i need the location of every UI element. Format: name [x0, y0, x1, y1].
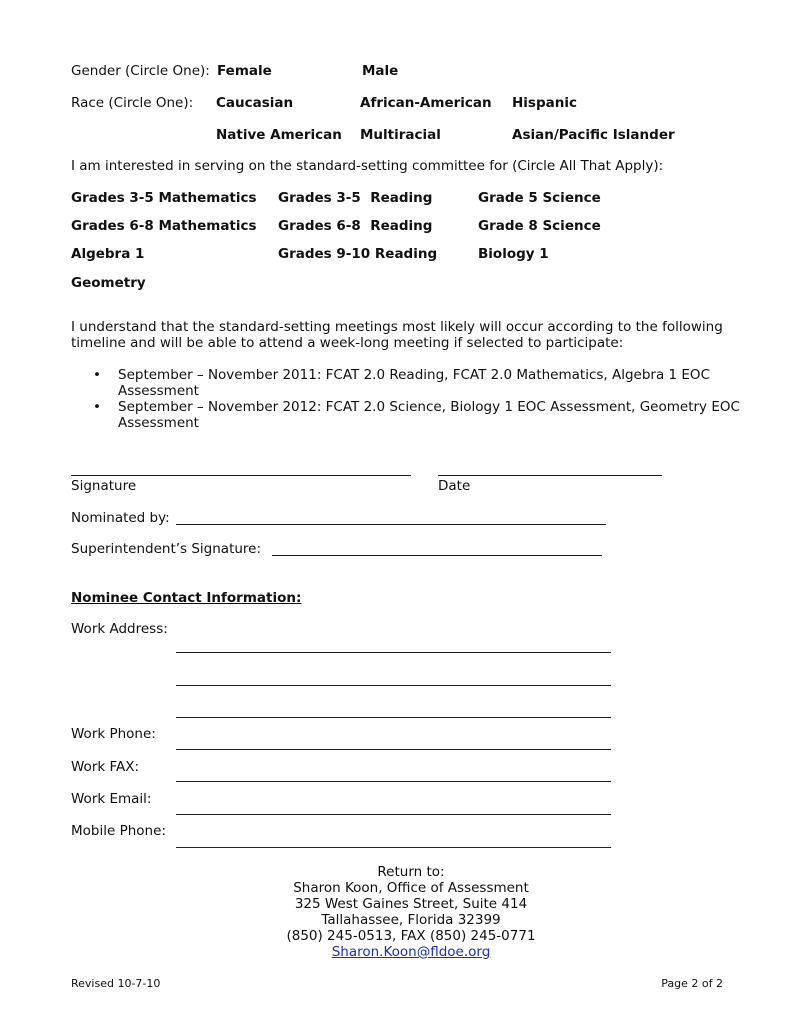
committee-option[interactable]: Grades 9-10 Reading — [278, 246, 438, 262]
superintendent-label: Superintendent’s Signature: — [71, 541, 262, 557]
return-city: Tallahassee, Florida 32399 — [321, 912, 501, 928]
timeline-bullet: September – November 2012: FCAT 2.0 Science, Biology 1 EOC Assessment, Geometry EOC — [118, 399, 740, 415]
work-address-line[interactable] — [176, 717, 611, 718]
work-address-line[interactable] — [176, 652, 611, 653]
timeline-intro: I understand that the standard-setting meetings most likely will occur according to the following — [71, 319, 723, 335]
work-fax-line[interactable] — [176, 781, 611, 782]
return-phone: (850) 245-0513, FAX (850) 245-0771 — [286, 928, 536, 944]
race-option-multiracial[interactable]: Multiracial — [360, 127, 441, 143]
gender-option-female[interactable]: Female — [217, 63, 272, 79]
date-line[interactable] — [438, 475, 662, 476]
bullet-icon: • — [93, 367, 101, 383]
gender-label: Gender (Circle One): — [71, 63, 210, 79]
race-option-african-american[interactable]: African-American — [360, 95, 492, 111]
timeline-intro: timeline and will be able to attend a week-long meeting if selected to participate: — [71, 335, 624, 351]
superintendent-line[interactable] — [272, 555, 602, 556]
nominated-by-line[interactable] — [176, 524, 606, 525]
mobile-phone-line[interactable] — [176, 847, 611, 848]
committee-option[interactable]: Grades 3-5 Mathematics — [71, 190, 257, 206]
race-option-native-american[interactable]: Native American — [216, 127, 342, 143]
work-fax-label: Work FAX: — [71, 759, 140, 775]
work-email-label: Work Email: — [71, 791, 152, 807]
return-to-label: Return to: — [377, 864, 445, 880]
work-phone-label: Work Phone: — [71, 726, 156, 742]
committee-option[interactable]: Grade 5 Science — [478, 190, 601, 206]
mobile-phone-label: Mobile Phone: — [71, 823, 166, 839]
contact-heading: Nominee Contact Information: — [71, 590, 302, 606]
return-email-link[interactable]: Sharon.Koon@fldoe.org — [331, 944, 491, 960]
work-email-line[interactable] — [176, 814, 611, 815]
race-label: Race (Circle One): — [71, 95, 194, 111]
race-option-caucasian[interactable]: Caucasian — [216, 95, 294, 111]
timeline-bullet: Assessment — [118, 415, 199, 431]
return-street: 325 West Gaines Street, Suite 414 — [294, 896, 528, 912]
bullet-icon: • — [93, 399, 101, 415]
committee-option[interactable]: Grades 6-8 Mathematics — [71, 218, 257, 234]
gender-option-male[interactable]: Male — [362, 63, 399, 79]
work-phone-line[interactable] — [176, 749, 611, 750]
page-number: Page 2 of 2 — [661, 977, 723, 990]
signature-line[interactable] — [71, 475, 411, 476]
signature-label: Signature — [71, 478, 137, 494]
committee-option[interactable]: Grade 8 Science — [478, 218, 601, 234]
revised-date: Revised 10-7-10 — [71, 977, 161, 990]
committee-option[interactable]: Algebra 1 — [71, 246, 145, 262]
return-name: Sharon Koon, Office of Assessment — [293, 880, 529, 896]
nominated-by-label: Nominated by: — [71, 510, 170, 526]
work-address-label: Work Address: — [71, 621, 168, 637]
race-option-hispanic[interactable]: Hispanic — [512, 95, 577, 111]
timeline-bullet: Assessment — [118, 383, 199, 399]
committee-option[interactable]: Grades 6-8 Reading — [278, 218, 433, 234]
race-option-asian-pacific[interactable]: Asian/Pacific Islander — [512, 127, 675, 143]
interest-text: I am interested in serving on the standard-setting committee for (Circle All That Apply): — [71, 158, 664, 174]
work-address-line[interactable] — [176, 685, 611, 686]
committee-option[interactable]: Geometry — [71, 275, 146, 291]
committee-option[interactable]: Biology 1 — [478, 246, 549, 262]
date-label: Date — [438, 478, 471, 494]
committee-option[interactable]: Grades 3-5 Reading — [278, 190, 433, 206]
timeline-bullet: September – November 2011: FCAT 2.0 Reading, FCAT 2.0 Mathematics, Algebra 1 EOC — [118, 367, 710, 383]
